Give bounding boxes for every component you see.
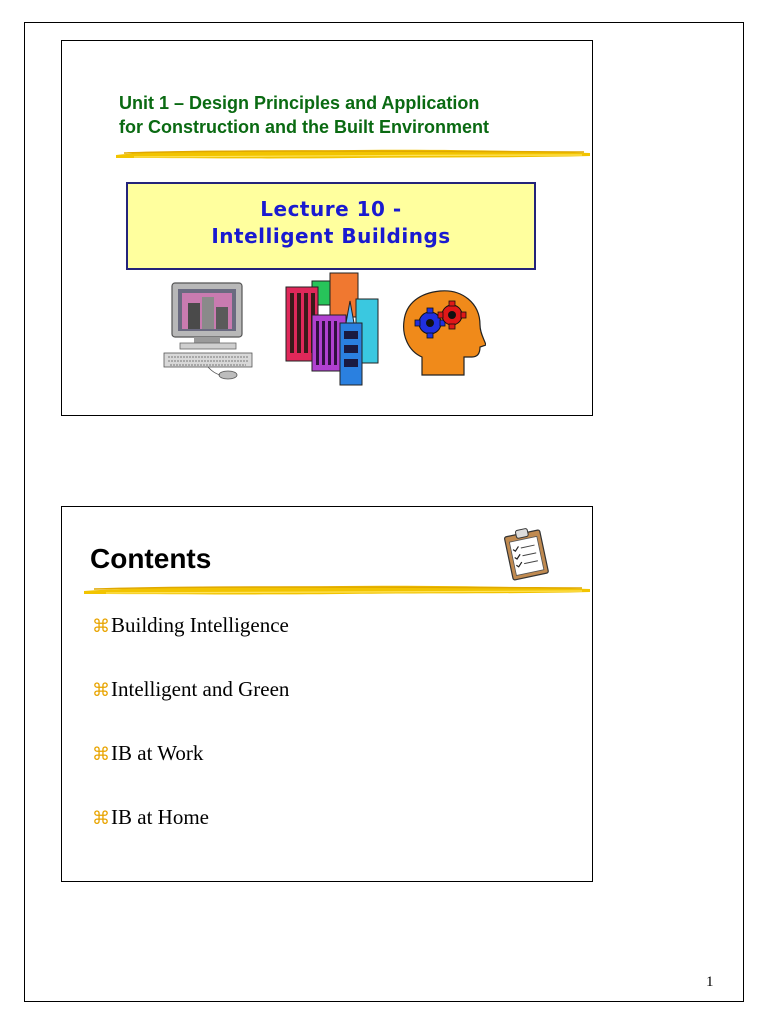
contents-item-text: IB at Home: [111, 805, 209, 829]
command-bullet-icon: ⌘: [92, 744, 110, 764]
unit-title: [119, 91, 579, 139]
computer-clipart: [158, 281, 262, 381]
contents-item: [92, 611, 289, 675]
lecture-topic: Intelligent Buildings: [211, 224, 451, 248]
head-gears-clipart: [400, 287, 486, 379]
contents-item: [92, 739, 289, 803]
contents-title: Contents: [90, 543, 212, 574]
unit-title-line-2: for Construction and the Built Environment: [119, 117, 489, 137]
title-slide: [61, 40, 593, 416]
unit-title-line-1: Unit 1 – Design Principles and Application: [119, 93, 480, 113]
contents-item: [92, 675, 289, 739]
contents-slide: [61, 506, 593, 882]
command-bullet-icon: ⌘: [92, 808, 110, 828]
contents-item-text: Building Intelligence: [111, 613, 289, 637]
brush-stroke-divider: [82, 577, 592, 599]
contents-item: [92, 803, 289, 867]
lecture-number: Lecture 10 -: [260, 197, 402, 221]
command-bullet-icon: ⌘: [92, 616, 110, 636]
contents-list: [92, 611, 289, 867]
brush-stroke-divider: [114, 141, 592, 163]
buildings-clipart: [282, 271, 382, 389]
contents-item-text: Intelligent and Green: [111, 677, 290, 701]
lecture-title-box: [126, 182, 536, 270]
page-number: 1: [706, 974, 714, 990]
contents-item-text: IB at Work: [111, 741, 204, 765]
command-bullet-icon: ⌘: [92, 680, 110, 700]
clipboard-clipart: [498, 525, 554, 581]
